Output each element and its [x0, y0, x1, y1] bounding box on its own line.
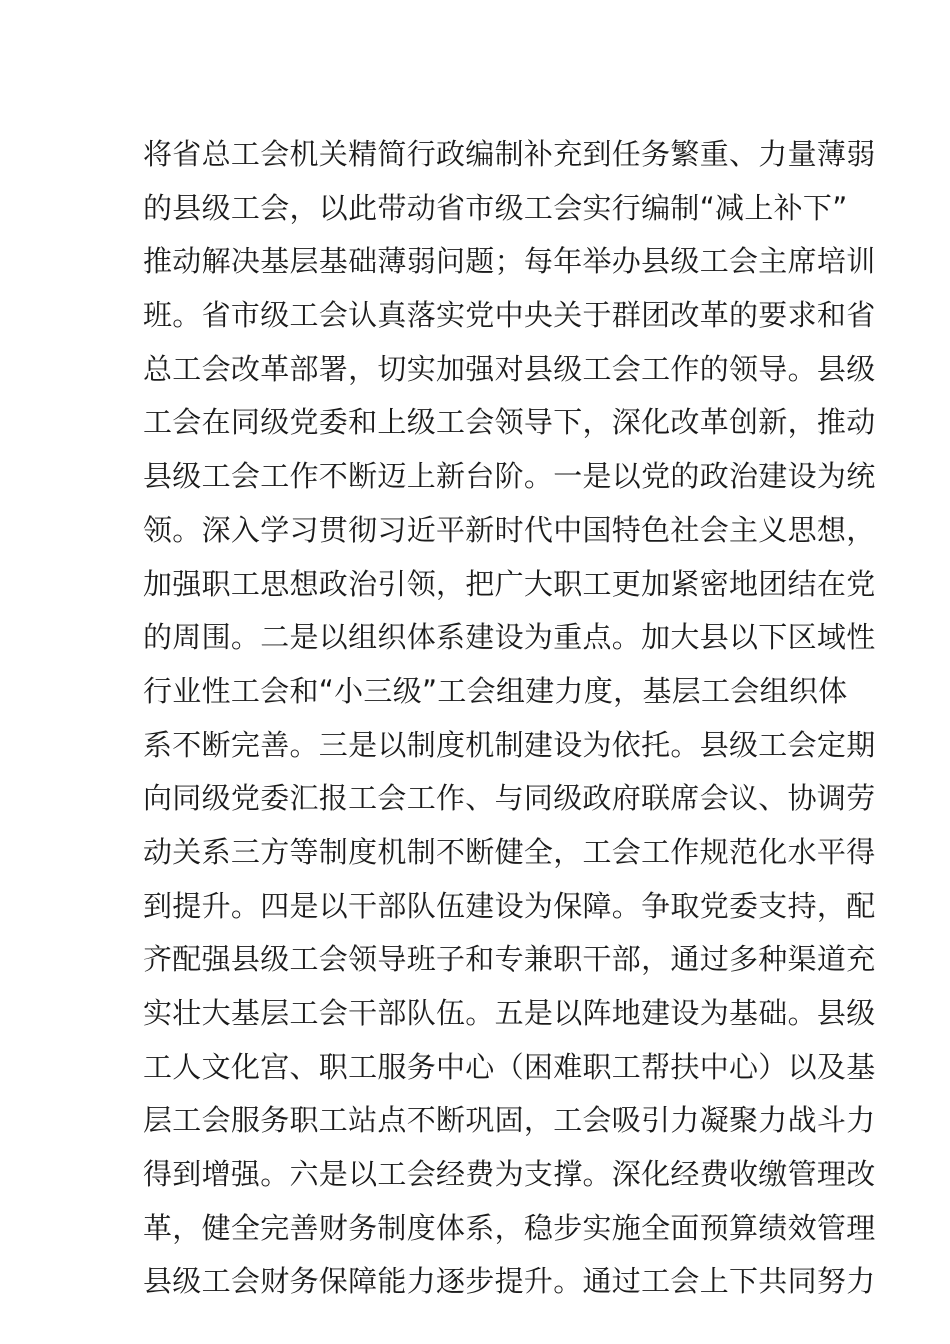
text-line: 工会在同级党委和上级工会领导下，深化改革创新，推动	[143, 405, 876, 440]
text-line: 得到增强。六是以工会经费为支撑。深化经费收缴管理改	[143, 1157, 876, 1192]
text-line: 革，健全完善财务制度体系，稳步实施全面预算绩效管理	[143, 1210, 876, 1245]
body-paragraph	[143, 128, 876, 1309]
text-line: 的县级工会，以此带动省市级工会实行编制“减上补下”	[143, 190, 848, 225]
text-line: 行业性工会和“小三级”工会组建力度，基层工会组织体	[143, 673, 848, 708]
text-line: 动关系三方等制度机制不断健全，工会工作规范化水平得	[143, 834, 876, 869]
text-line: 向同级党委汇报工会工作、与同级政府联席会议、协调劳	[143, 781, 876, 816]
text-line: 齐配强县级工会领导班子和专兼职干部，通过多种渠道充	[143, 942, 876, 977]
text-line: 总工会改革部署，切实加强对县级工会工作的领导。县级	[143, 351, 876, 386]
text-line: 县级工会工作不断迈上新台阶。一是以党的政治建设为统	[143, 459, 876, 494]
text-line: 实壮大基层工会干部队伍。五是以阵地建设为基础。县级	[143, 996, 876, 1030]
text-line: 将省总工会机关精简行政编制补充到任务繁重、力量薄弱	[143, 137, 876, 171]
text-line: 推动解决基层基础薄弱问题；每年举办县级工会主席培训	[143, 244, 876, 279]
text-line: 县级工会财务保障能力逐步提升。通过工会上下共同努力	[143, 1264, 876, 1299]
text-line: 层工会服务职工站点不断巩固，工会吸引力凝聚力战斗力	[143, 1103, 876, 1138]
text-line: 班。省市级工会认真落实党中央关于群团改革的要求和省	[143, 298, 876, 333]
text-line: 领。深入学习贯彻习近平新时代中国特色社会主义思想，	[143, 512, 876, 547]
text-line: 系不断完善。三是以制度机制建设为依托。县级工会定期	[143, 727, 876, 762]
text-line: 到提升。四是以干部队伍建设为保障。争取党委支持，配	[143, 888, 876, 923]
text-line: 工人文化宫、职工服务中心（困难职工帮扶中心）以及基	[143, 1049, 876, 1084]
text-line: 加强职工思想政治引领，把广大职工更加紧密地团结在党	[143, 566, 876, 601]
text-line: 的周围。二是以组织体系建设为重点。加大县以下区域性	[143, 620, 876, 655]
